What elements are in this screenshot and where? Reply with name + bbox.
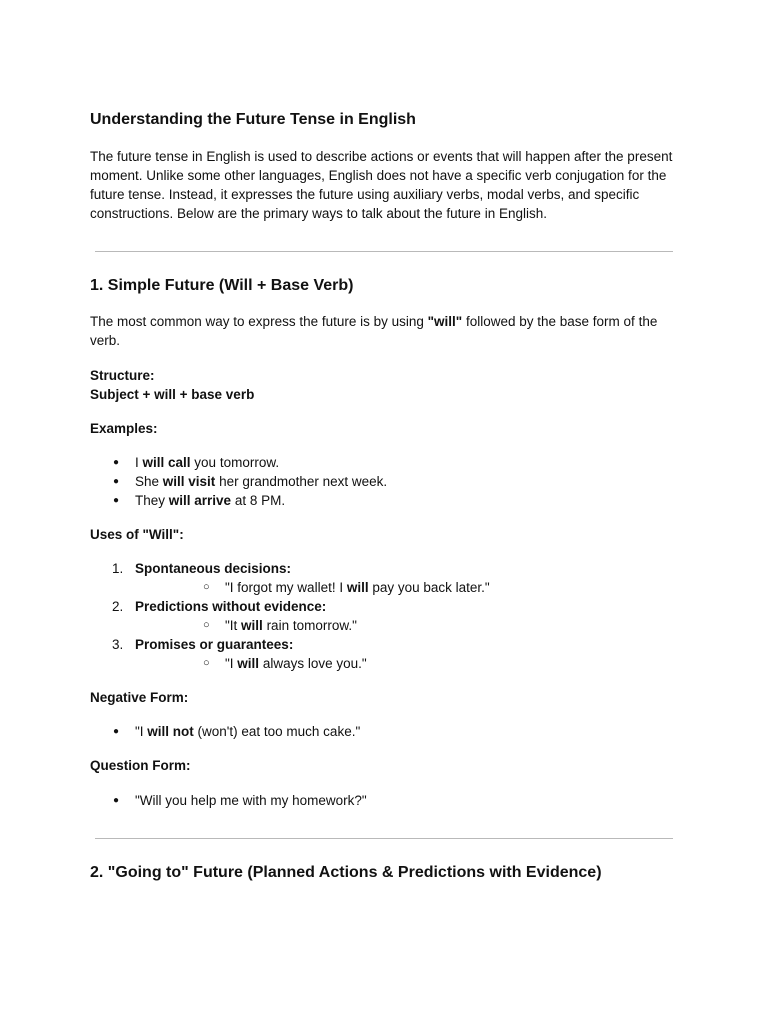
list-item: ● "Will you help me with my homework?" [90,791,680,810]
list-item: ● I will call you tomorrow. [90,453,680,472]
list-item: 3. Promises or guarantees: ○ "I will always love you." [90,635,680,673]
list-item: ● "I will not (won't) eat too much cake." [90,722,680,741]
uses-list [90,559,680,673]
sub-list-item: ○ "I forgot my wallet! I will pay you back later." [135,578,680,597]
sub-list-item: ○ "It will rain tomorrow." [135,616,680,635]
sub-list-item: ○ "I will always love you." [135,654,680,673]
question-form-list [90,791,680,810]
document-title: Understanding the Future Tense in English [90,111,416,128]
section-1-description: The most common way to express the future is by using "will" followed by the base form of the verb. [90,314,658,348]
list-item: ● She will visit her grandmother next week. [90,472,680,491]
list-item: ● They will arrive at 8 PM. [90,491,680,510]
examples-list [90,453,680,510]
negative-form-list [90,722,680,741]
list-item: 2. Predictions without evidence: ○ "It will rain tomorrow." [90,597,680,635]
horizontal-rule [95,251,673,252]
section-2-heading: 2. "Going to" Future (Planned Actions & Predictions with Evidence) [90,864,602,881]
horizontal-rule [95,838,673,839]
intro-paragraph: The future tense in English is used to describe actions or events that will happen after the present moment. Unlike some other languages, English does not have a specific verb conjugation for the future tense. Instead, it expresses the future using auxiliary verbs, modal verbs, and specific constructions. Below are the primary ways to talk about the future in English. [90,149,673,221]
uses-label: Uses of "Will": [90,527,184,542]
list-item: 1. Spontaneous decisions: ○ "I forgot my wallet! I will pay you back later." [90,559,680,597]
structure-label: Structure: [90,368,155,383]
question-form-label: Question Form: [90,758,191,773]
section-1-heading: 1. Simple Future (Will + Base Verb) [90,277,354,294]
structure-formula: Subject + will + base verb [90,387,255,402]
examples-label: Examples: [90,421,158,436]
negative-form-label: Negative Form: [90,690,189,705]
